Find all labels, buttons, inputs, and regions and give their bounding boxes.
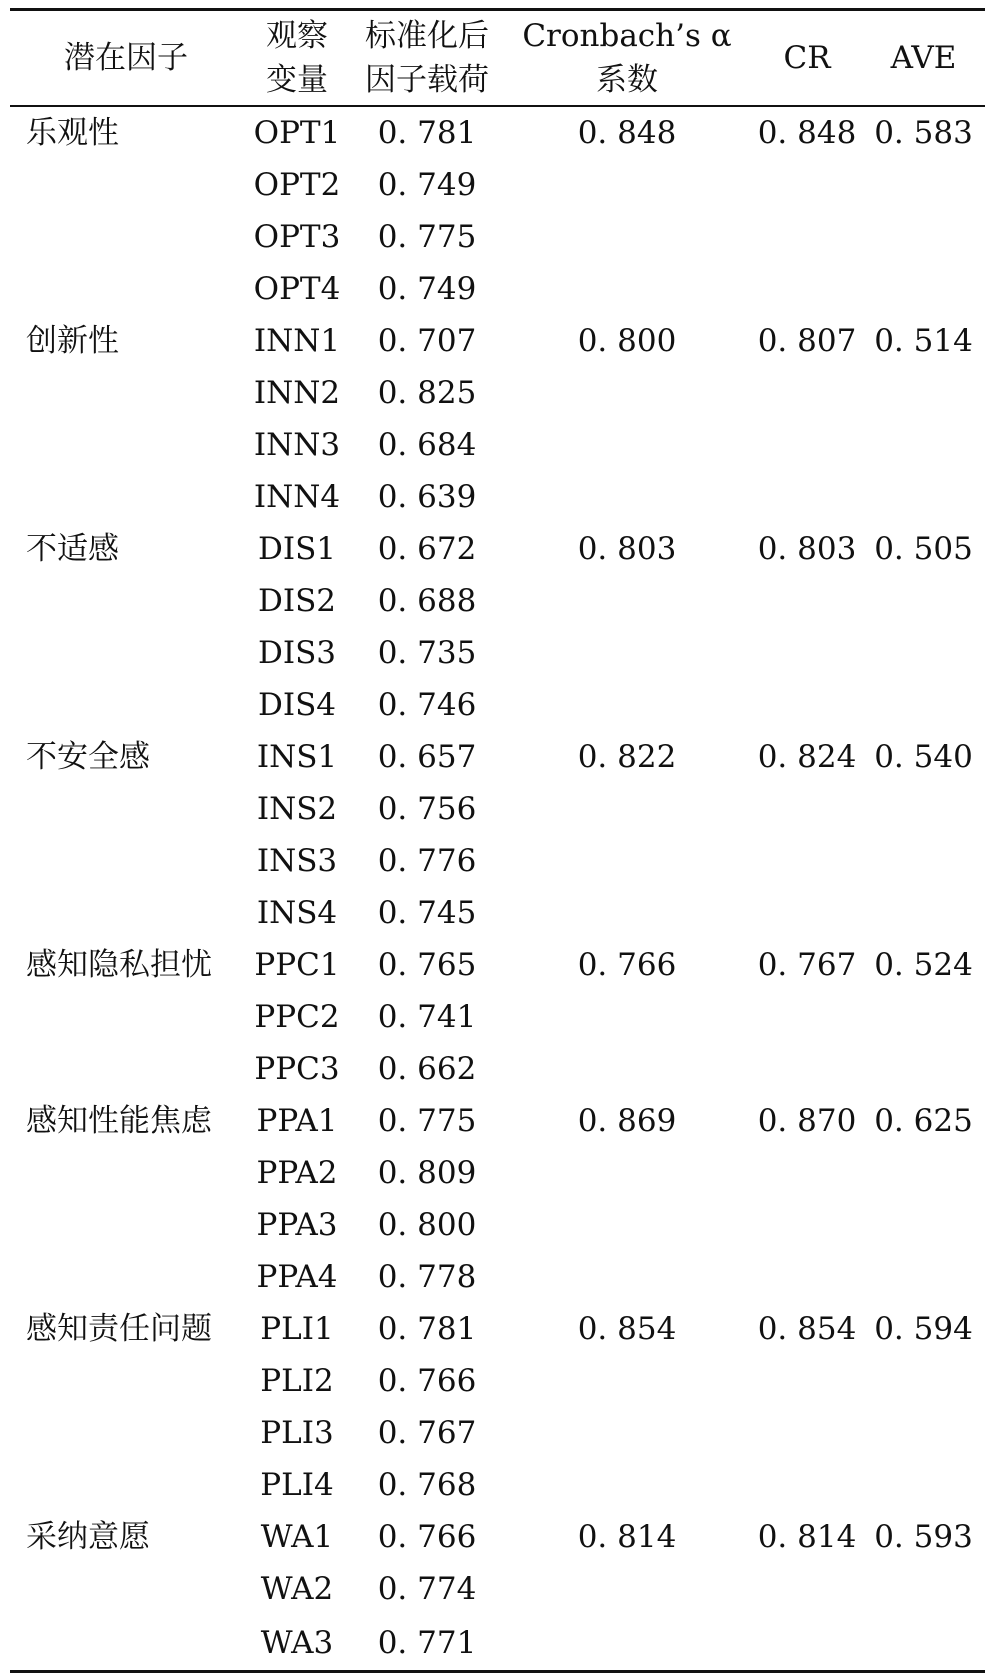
cell-loading: 0. 741	[377, 999, 477, 1035]
cell-factor	[10, 1147, 242, 1199]
cell-factor	[10, 211, 242, 263]
cell-cr	[752, 1251, 862, 1303]
cell-loading: 0. 775	[377, 219, 477, 255]
header-loading-line2: 因子载荷	[365, 62, 489, 98]
cell-loading: 0. 768	[377, 1467, 477, 1503]
cell-factor: 不适感	[26, 531, 119, 567]
cell-loading: 0. 639	[377, 479, 477, 515]
cell-loading: 0. 781	[377, 115, 477, 151]
cell-loading: 0. 662	[377, 1051, 477, 1087]
cell-alpha: 0. 766	[577, 947, 677, 983]
table-row	[10, 211, 985, 263]
cell-alpha	[502, 1043, 752, 1095]
cell-variable: PLI3	[260, 1415, 334, 1451]
cell-loading: 0. 766	[377, 1519, 477, 1555]
cell-loading: 0. 684	[377, 427, 477, 463]
cell-variable: WA2	[260, 1571, 334, 1607]
cell-loading: 0. 745	[377, 895, 477, 931]
cell-alpha	[502, 991, 752, 1043]
cell-alpha	[502, 419, 752, 471]
table-row	[10, 315, 985, 367]
cell-alpha	[502, 1199, 752, 1251]
cell-factor	[10, 263, 242, 315]
cell-cr: 0. 848	[757, 115, 857, 151]
cell-ave	[862, 471, 985, 523]
cell-ave	[862, 627, 985, 679]
cell-loading: 0. 746	[377, 687, 477, 723]
cell-variable: DIS4	[257, 687, 337, 723]
table-header	[10, 10, 985, 107]
cell-alpha	[502, 835, 752, 887]
cell-factor	[10, 1459, 242, 1511]
cell-cr: 0. 807	[757, 323, 857, 359]
cell-ave: 0. 524	[874, 947, 973, 983]
table-row	[10, 1459, 985, 1511]
cell-loading: 0. 774	[377, 1571, 477, 1607]
table-row	[10, 367, 985, 419]
reliability-validity-table	[10, 8, 985, 1673]
cell-cr	[752, 1563, 862, 1615]
cell-factor	[10, 679, 242, 731]
cell-factor	[10, 1615, 242, 1672]
cell-variable: INS4	[256, 895, 338, 931]
cell-cr: 0. 870	[757, 1103, 857, 1139]
cell-cr	[752, 1147, 862, 1199]
cell-cr	[752, 1199, 862, 1251]
header-variable-line1: 观察	[266, 18, 328, 54]
cell-ave	[862, 1251, 985, 1303]
table-row	[10, 471, 985, 523]
header-alpha-line2: 系数	[596, 62, 658, 98]
cell-variable: PPA2	[256, 1155, 338, 1191]
cell-variable: INS3	[256, 843, 338, 879]
cell-variable: PPC2	[254, 999, 340, 1035]
cell-cr	[752, 159, 862, 211]
cell-ave	[862, 211, 985, 263]
cell-ave	[862, 419, 985, 471]
cell-factor	[10, 367, 242, 419]
cell-factor	[10, 575, 242, 627]
cell-ave	[862, 887, 985, 939]
cell-ave	[862, 991, 985, 1043]
cell-cr	[752, 1355, 862, 1407]
cell-variable: WA1	[260, 1519, 334, 1555]
cell-loading: 0. 765	[377, 947, 477, 983]
table-row	[10, 1199, 985, 1251]
cell-ave: 0. 583	[874, 115, 973, 151]
cell-alpha	[502, 887, 752, 939]
cell-alpha	[502, 367, 752, 419]
cell-alpha	[502, 159, 752, 211]
cell-ave: 0. 593	[874, 1519, 973, 1555]
header-ave-label: AVE	[890, 40, 957, 76]
cell-alpha: 0. 854	[577, 1311, 677, 1347]
cell-ave: 0. 505	[874, 531, 973, 567]
table-row	[10, 1563, 985, 1615]
cell-loading: 0. 825	[377, 375, 477, 411]
table-row	[10, 1511, 985, 1563]
header-row	[10, 10, 985, 107]
cell-loading: 0. 749	[377, 271, 477, 307]
table-row	[10, 1303, 985, 1355]
cell-loading: 0. 735	[377, 635, 477, 671]
table-row	[10, 1251, 985, 1303]
cell-loading: 0. 767	[377, 1415, 477, 1451]
cell-factor	[10, 887, 242, 939]
cell-variable: DIS3	[257, 635, 337, 671]
cell-cr: 0. 767	[757, 947, 857, 983]
table-row	[10, 731, 985, 783]
cell-alpha: 0. 869	[577, 1103, 677, 1139]
cell-factor	[10, 1355, 242, 1407]
cell-loading: 0. 756	[377, 791, 477, 827]
cell-loading: 0. 781	[377, 1311, 477, 1347]
cell-variable: PLI4	[260, 1467, 334, 1503]
cell-variable: PPA1	[256, 1103, 338, 1139]
table-row	[10, 1043, 985, 1095]
header-alpha-line1: Cronbach’s α	[522, 18, 732, 54]
cell-ave	[862, 1147, 985, 1199]
cell-alpha	[502, 1355, 752, 1407]
table-row	[10, 523, 985, 575]
cell-variable: INN3	[253, 427, 341, 463]
table-row	[10, 106, 985, 159]
cell-cr	[752, 575, 862, 627]
cell-cr	[752, 419, 862, 471]
cell-cr	[752, 1043, 862, 1095]
cell-factor	[10, 1251, 242, 1303]
table-row	[10, 1147, 985, 1199]
cell-alpha	[502, 783, 752, 835]
cell-factor: 不安全感	[26, 739, 150, 775]
cell-cr	[752, 1459, 862, 1511]
table-row	[10, 1615, 985, 1672]
cell-ave: 0. 514	[874, 323, 973, 359]
cell-variable: PPC3	[254, 1051, 340, 1087]
cell-variable: DIS1	[257, 531, 337, 567]
cell-factor	[10, 627, 242, 679]
table-row	[10, 783, 985, 835]
cell-alpha	[502, 575, 752, 627]
cell-alpha	[502, 1615, 752, 1672]
cell-factor	[10, 1407, 242, 1459]
table-row	[10, 1407, 985, 1459]
header-loading-line1: 标准化后	[365, 18, 489, 54]
cell-variable: INS2	[256, 791, 338, 827]
cell-loading: 0. 809	[377, 1155, 477, 1191]
header-variable-line2: 变量	[266, 62, 328, 98]
cell-factor	[10, 1043, 242, 1095]
cell-loading: 0. 657	[377, 739, 477, 775]
cell-alpha	[502, 1563, 752, 1615]
cell-factor	[10, 783, 242, 835]
cell-ave	[862, 783, 985, 835]
cell-cr: 0. 803	[757, 531, 857, 567]
cell-ave	[862, 1199, 985, 1251]
table-row	[10, 835, 985, 887]
cell-loading: 0. 749	[377, 167, 477, 203]
cell-factor	[10, 1199, 242, 1251]
cell-factor	[10, 471, 242, 523]
cell-alpha: 0. 814	[577, 1519, 677, 1555]
cell-factor: 乐观性	[26, 115, 119, 151]
cell-ave	[862, 159, 985, 211]
cell-factor	[10, 419, 242, 471]
table-row	[10, 887, 985, 939]
cell-factor: 感知责任问题	[26, 1311, 212, 1347]
cell-loading: 0. 778	[377, 1259, 477, 1295]
cell-cr	[752, 211, 862, 263]
cell-variable: OPT1	[253, 115, 341, 151]
cell-ave	[862, 1563, 985, 1615]
cell-variable: PPA4	[256, 1259, 338, 1295]
header-alpha	[502, 10, 752, 107]
cell-variable: INN4	[253, 479, 341, 515]
cell-ave	[862, 367, 985, 419]
cell-factor: 感知性能焦虑	[26, 1103, 212, 1139]
cell-factor: 感知隐私担忧	[26, 947, 212, 983]
table-row	[10, 575, 985, 627]
cell-alpha: 0. 848	[577, 115, 677, 151]
cell-variable: OPT3	[253, 219, 341, 255]
cell-cr	[752, 1407, 862, 1459]
cell-cr: 0. 854	[757, 1311, 857, 1347]
cell-loading: 0. 771	[352, 1615, 502, 1672]
cell-loading: 0. 688	[377, 583, 477, 619]
cell-variable: PPA3	[256, 1207, 338, 1243]
cell-factor: 创新性	[26, 323, 119, 359]
header-cr	[752, 10, 862, 107]
cell-ave: 0. 594	[874, 1311, 973, 1347]
cell-loading: 0. 776	[377, 843, 477, 879]
cell-alpha	[502, 679, 752, 731]
cell-cr	[752, 1615, 862, 1672]
cell-variable: INN1	[253, 323, 341, 359]
cell-ave: 0. 540	[874, 739, 973, 775]
cell-ave	[862, 1459, 985, 1511]
cell-variable: DIS2	[257, 583, 337, 619]
cell-alpha: 0. 803	[577, 531, 677, 567]
header-ave	[862, 10, 985, 107]
cell-factor: 采纳意愿	[26, 1519, 150, 1555]
cell-ave	[862, 835, 985, 887]
cell-variable: PPC1	[254, 947, 340, 983]
cell-alpha	[502, 211, 752, 263]
cell-alpha	[502, 1147, 752, 1199]
cell-factor	[10, 159, 242, 211]
cell-loading: 0. 707	[377, 323, 477, 359]
cell-variable: OPT2	[253, 167, 341, 203]
cell-variable: OPT4	[253, 271, 341, 307]
table-row	[10, 939, 985, 991]
cell-variable: PLI1	[260, 1311, 334, 1347]
table-row	[10, 1095, 985, 1147]
header-factor-label: 潜在因子	[64, 40, 188, 76]
cell-factor	[10, 991, 242, 1043]
cell-loading: 0. 672	[377, 531, 477, 567]
cell-cr	[752, 471, 862, 523]
cell-ave	[862, 679, 985, 731]
table-row	[10, 263, 985, 315]
cell-variable: INS1	[256, 739, 338, 775]
table-row	[10, 159, 985, 211]
cell-alpha	[502, 471, 752, 523]
cell-alpha	[502, 1407, 752, 1459]
cell-cr	[752, 835, 862, 887]
header-cr-label: CR	[783, 40, 831, 76]
cell-cr	[752, 991, 862, 1043]
cell-ave	[862, 1355, 985, 1407]
cell-alpha: 0. 822	[577, 739, 677, 775]
table-row	[10, 991, 985, 1043]
cell-ave	[862, 1615, 985, 1672]
cell-loading: 0. 766	[377, 1363, 477, 1399]
header-factor	[10, 10, 242, 107]
cell-cr	[752, 679, 862, 731]
header-loading	[352, 10, 502, 107]
cell-alpha	[502, 1459, 752, 1511]
cell-loading: 0. 800	[377, 1207, 477, 1243]
cell-cr: 0. 824	[757, 739, 857, 775]
cell-variable: WA3	[242, 1615, 352, 1672]
cell-ave	[862, 263, 985, 315]
cell-ave	[862, 1407, 985, 1459]
cell-cr	[752, 887, 862, 939]
table-row	[10, 1355, 985, 1407]
header-variable	[242, 10, 352, 107]
cell-variable: PLI2	[260, 1363, 334, 1399]
cell-alpha	[502, 263, 752, 315]
cell-ave: 0. 625	[874, 1103, 973, 1139]
cell-variable: INN2	[253, 375, 341, 411]
cell-factor	[10, 835, 242, 887]
cell-cr	[752, 627, 862, 679]
cell-cr: 0. 814	[757, 1519, 857, 1555]
table-row	[10, 679, 985, 731]
cell-cr	[752, 263, 862, 315]
cell-factor	[10, 1563, 242, 1615]
cell-alpha	[502, 627, 752, 679]
cell-cr	[752, 367, 862, 419]
table-body	[10, 106, 985, 1672]
table-row	[10, 419, 985, 471]
cell-loading: 0. 775	[377, 1103, 477, 1139]
cell-ave	[862, 1043, 985, 1095]
cell-ave	[862, 575, 985, 627]
table-row	[10, 627, 985, 679]
cell-cr	[752, 783, 862, 835]
cell-alpha	[502, 1251, 752, 1303]
cell-alpha: 0. 800	[577, 323, 677, 359]
